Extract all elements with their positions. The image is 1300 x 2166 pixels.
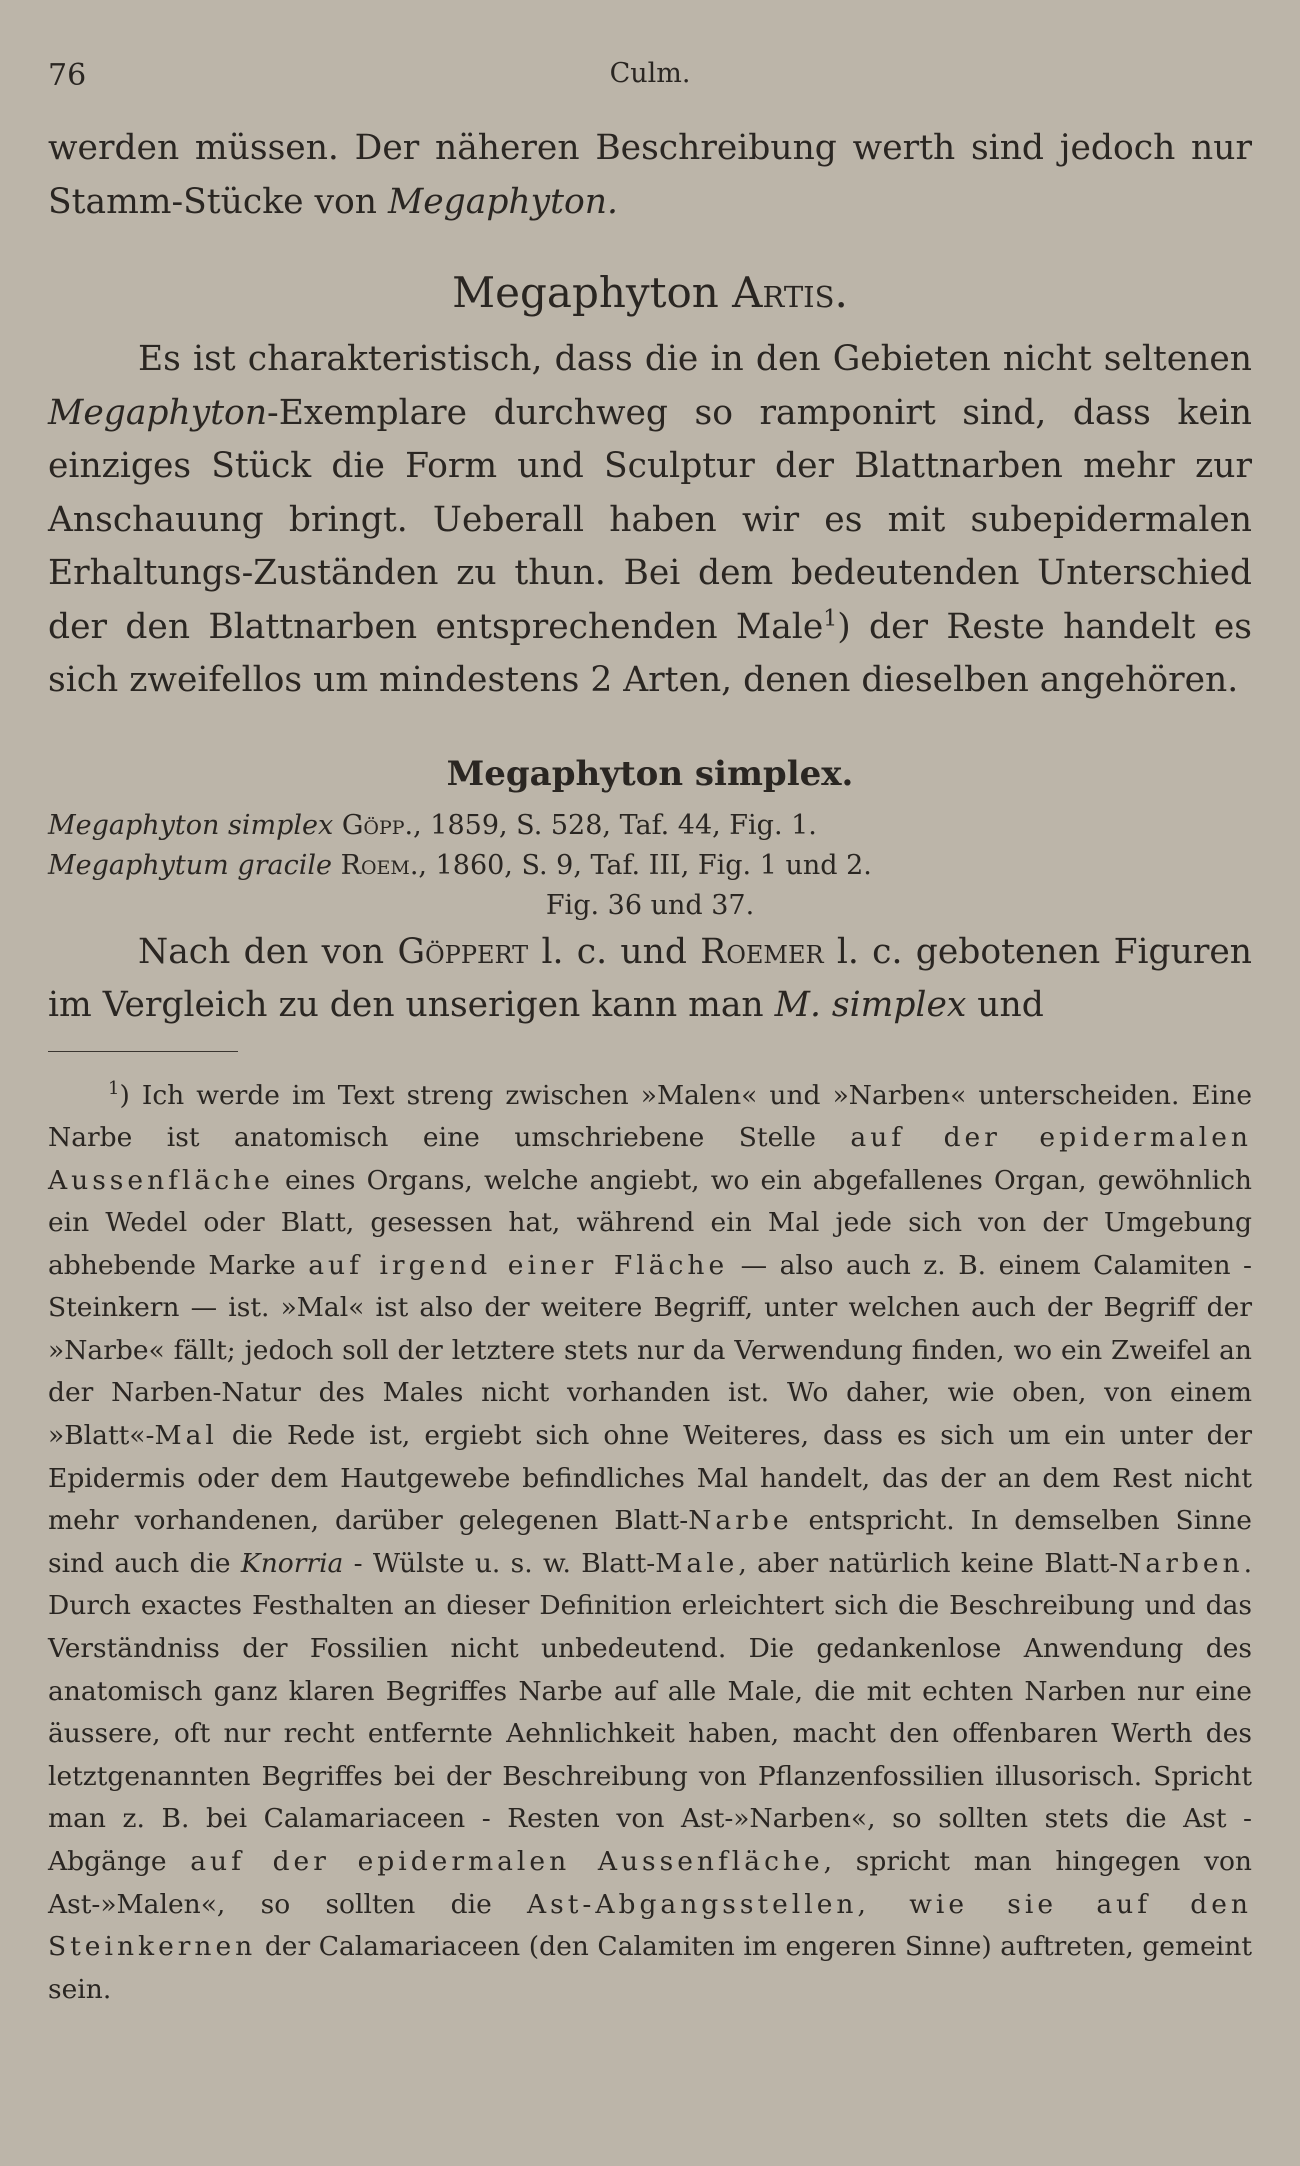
footnote-spaced-text: Mal [154,1420,218,1452]
paragraph-1-text-c: ) der Reste handelt es sich zweifellos um mindestens 2 Arten, denen dieselben angehören. [48,606,1252,700]
author-name: Roemer [700,931,824,972]
intro-text: werden müssen. Der näheren Beschreibung werth sind jedoch nur Stamm-Stücke von [48,128,1252,222]
footnote-text: ) Ich werde im Text streng zwischen »Malen« und »Narben« unterscheiden. Eine Narbe ist anatomisch eine umschriebene Stelle [48,1079,1252,1153]
footnote-text: entspricht. In demselben Sinne sind auch die [48,1505,1252,1579]
references-block [48,806,1252,926]
paragraph-1-text-b: -Exemplare durchweg so ramponirt sind, dass kein einziges Stück die Form und Sculptur der Blattnarben mehr zur Anschauung bringt. Ueberall haben wir es mit subepidermalen Erhaltungs-Zuständen zu thun. Bei dem bedeutenden Unterschied der den Blattnarben entsprechenden Male [48,392,1252,647]
footnote-spaced-text: Ast-Abgangsstellen, wie sie auf den Steinkernen [48,1888,1252,1963]
running-head: Culm. [609,58,691,89]
footnote-spaced-text: auf der epidermalen Aussenfläche [48,1121,1252,1196]
reference-line [48,846,1252,886]
footnote-text: . Durch exactes Festhalten an dieser Definition erleichtert sich die Beschreibung und das Verständniss der Fossilien nicht unbedeutend. Die gedankenlose Anwendung des anatomisch ganz klaren Begriffes Narbe auf alle Male, die mit echten Narben nur eine äussere, oft nur recht entfernte Aehnlichkeit haben, macht den offenbaren Werth des letztgenannten Begriffes bei der Beschreibung von Pflanzenfossilien illusorisch. Spricht man z. B. bei Calamariaceen - Resten von Ast-»Narben«, so sollten stets die Ast - Abgänge [48,1547,1253,1878]
section-title-genus: Megaphyton [452,268,733,317]
reference-citation: , 1860, S. 9, Taf. III, Fig. 1 und 2. [418,849,872,881]
paragraph-2-text-c: l. c. gebotenen Figuren im Vergleich zu den unserigen kann man [48,931,1252,1025]
author-name: Göppert [397,931,529,972]
paragraph-2-text-b: l. c. und [528,931,701,972]
footnote-text: , spricht man hingegen von Ast-»Malen«, so sollten die [48,1846,1252,1920]
paragraph-2-text-a: Nach den von [138,931,398,972]
reference-author: Göpp. [341,809,414,841]
footnote-italic: Knorria [240,1547,344,1579]
intro-paragraph [48,122,1252,229]
footnote-reference[interactable]: 1 [823,606,838,631]
intro-italic: Megaphyton. [387,181,618,222]
body-text [48,122,1252,2011]
footnote-text: eines Organs, welche angiebt, wo ein abgefallenes Organ, gewöhnlich ein Wedel oder Blatt, gesessen hat, während ein Mal jede sich von der Umgebung abhebende Marke [48,1164,1252,1281]
paragraph-1-text-a: Es ist charakteristisch, dass die in den Gebieten nicht seltenen [138,339,1252,379]
page-header [48,58,1252,98]
footnote-spaced-text: auf irgend einer Fläche [308,1249,729,1281]
footnote-spaced-text: Male [655,1547,739,1579]
reference-line [48,806,1252,846]
footnote-spaced-text: Narben [1118,1547,1244,1579]
reference-citation: , 1859, S. 528, Taf. 44, Fig. 1. [413,809,817,841]
figures-reference: Fig. 36 und 37. [545,889,755,921]
paragraph-2 [48,926,1252,1033]
footnote-marker: 1 [108,1077,120,1099]
footnote [48,1068,1252,2012]
footnote-divider [48,1051,238,1052]
section-title [48,263,1252,323]
section-title-author: Artis. [732,268,848,317]
footnote-text: die Rede ist, ergiebt sich ohne Weiteres, dass es sich um ein unter der Epidermis oder dem Hautgewebe befindliches Mal handelt, das der an dem Rest nicht mehr vorhandenen, darüber gelegenen Blatt- [48,1420,1252,1537]
footnote-text: , aber natürlich keine Blatt- [738,1547,1119,1579]
footnote-text: — also auch z. B. einem Calamiten - Steinkern — ist. »Mal« ist also der weitere Begriff, unter welchen auch der Begriff der »Narbe« fällt; jedoch soll der letztere stets nur da Verwendung finden, wo ein Zweifel an der Narben-Natur des Males nicht vorhanden ist. Wo daher, wie oben, von einem »Blatt«- [48,1249,1252,1452]
footnote-paragraph [48,1068,1252,2012]
footnote-text: der Calamariaceen (den Calamiten im engeren Sinne) auftreten, gemeint sein. [48,1931,1252,2005]
footnote-text: - Wülste u. s. w. Blatt- [343,1547,656,1579]
paragraph-1-italic: Megaphyton [48,392,268,433]
paragraph-2-italic: M. simplex [774,985,967,1025]
footnote-spaced-text: auf der epidermalen Aussenfläche [190,1846,824,1878]
species-title: Megaphyton simplex. [446,753,854,794]
paragraph-1 [48,333,1252,708]
page-number: 76 [48,58,87,93]
reference-author: Roem. [340,849,419,881]
reference-taxon: Megaphyton simplex [48,809,334,841]
paragraph-2-text-d: und [966,985,1044,1025]
reference-taxon: Megaphytum gracile [48,849,333,881]
footnote-spaced-text: Narbe [688,1505,793,1537]
